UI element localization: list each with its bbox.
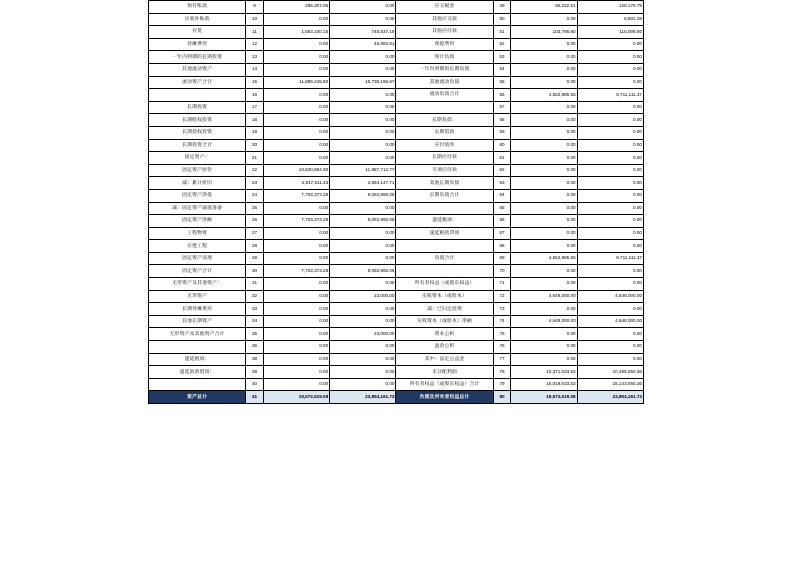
asset-label-cell[interactable]: 一年内到期的长期投资 (149, 51, 246, 64)
liability-end-amount-cell[interactable]: 6,501.28 (577, 13, 643, 26)
asset-label-cell[interactable] (149, 89, 246, 102)
asset-label-cell[interactable] (149, 378, 246, 391)
asset-label-cell[interactable]: 在建工程 (149, 240, 246, 253)
asset-line-no-cell[interactable]: 12 (246, 38, 264, 51)
asset-label-cell[interactable]: 固定资产： (149, 152, 246, 165)
liability-label-cell[interactable] (396, 265, 493, 278)
liability-line-no-cell[interactable]: 63 (493, 177, 511, 190)
liability-line-no-cell[interactable]: 77 (493, 353, 511, 366)
liability-end-amount-cell[interactable]: 0.00 (577, 278, 643, 291)
liability-label-cell[interactable]: 所有者权益（或股东权益）合计 (396, 378, 493, 391)
asset-line-no-cell[interactable]: 39 (246, 366, 264, 379)
liability-line-no-cell[interactable]: 67 (493, 227, 511, 240)
asset-begin-amount-cell[interactable]: 0.00 (263, 303, 329, 316)
liability-line-no-cell[interactable]: 61 (493, 152, 511, 165)
liability-end-amount-cell[interactable]: 0.00 (577, 164, 643, 177)
asset-end-amount-cell[interactable]: 0.00 (330, 341, 396, 354)
liability-end-amount-cell[interactable]: 0.00 (577, 227, 643, 240)
asset-begin-amount-cell[interactable]: 0.00 (263, 139, 329, 152)
asset-line-no-cell[interactable]: 24 (246, 189, 264, 202)
balance-sheet-container (148, 0, 644, 404)
asset-end-amount-cell[interactable]: 0.00 (330, 378, 396, 391)
liability-label-cell[interactable]: 递延税款贷项 (396, 227, 493, 240)
table-row (149, 177, 644, 190)
asset-label-cell[interactable]: 固定资产净额 (149, 215, 246, 228)
liability-end-amount-cell[interactable]: 0.00 (577, 177, 643, 190)
asset-begin-amount-cell[interactable]: 0.00 (263, 38, 329, 51)
asset-begin-amount-cell[interactable]: 0.00 (263, 227, 329, 240)
asset-label-cell[interactable]: 减：累计折旧 (149, 177, 246, 190)
liability-line-no-cell[interactable]: 51 (493, 26, 511, 39)
table-row (149, 290, 644, 303)
asset-end-amount-cell[interactable]: 0.00 (330, 278, 396, 291)
asset-label-cell[interactable]: 流动资产合计 (149, 76, 246, 89)
liability-line-no-cell[interactable]: 64 (493, 189, 511, 202)
asset-line-no-cell[interactable]: 23 (246, 177, 264, 190)
liability-line-no-cell[interactable]: 72 (493, 290, 511, 303)
liability-total-begin-amount-cell[interactable]: 19,572,619.08 (511, 391, 577, 404)
liability-end-amount-cell[interactable]: 0.00 (577, 303, 643, 316)
asset-end-amount-cell[interactable]: 0.00 (330, 13, 396, 26)
liability-end-amount-cell[interactable]: 116,008.80 (577, 26, 643, 39)
asset-end-amount-cell[interactable]: 740,837.19 (330, 26, 396, 39)
asset-label-cell[interactable]: 工程物资 (149, 227, 246, 240)
liability-begin-amount-cell[interactable]: 103,786.80 (511, 26, 577, 39)
asset-begin-amount-cell[interactable]: 0.00 (263, 252, 329, 265)
asset-label-cell[interactable]: 长期股权投资 (149, 114, 246, 127)
liability-line-no-cell[interactable]: 57 (493, 101, 511, 114)
liability-begin-amount-cell[interactable]: 4,648,000.00 (511, 315, 577, 328)
asset-end-amount-cell[interactable]: 23,000.00 (330, 290, 396, 303)
asset-line-no-cell[interactable]: 29 (246, 252, 264, 265)
asset-end-amount-cell[interactable]: 23,000.00 (330, 328, 396, 341)
asset-line-no-cell[interactable]: 20 (246, 139, 264, 152)
asset-line-no-cell[interactable]: 31 (246, 278, 264, 291)
asset-end-amount-cell[interactable]: 3,894,147.71 (330, 177, 396, 190)
liability-begin-amount-cell[interactable]: 4,648,000.00 (511, 290, 577, 303)
table-row (149, 189, 644, 202)
table-total-row (149, 391, 644, 404)
liability-line-no-cell[interactable]: 49 (493, 1, 511, 14)
balance-sheet-body (149, 1, 644, 404)
liability-begin-amount-cell[interactable]: 0.00 (511, 202, 577, 215)
asset-line-no-cell[interactable]: 26 (246, 215, 264, 228)
liability-line-no-cell[interactable]: 52 (493, 38, 511, 51)
asset-label-cell[interactable]: 固定资产净值 (149, 189, 246, 202)
asset-line-no-cell[interactable]: 14 (246, 63, 264, 76)
liability-begin-amount-cell[interactable]: 15,019,633.53 (511, 378, 577, 391)
asset-line-no-cell[interactable]: 21 (246, 152, 264, 165)
asset-line-no-cell[interactable]: 18 (246, 114, 264, 127)
table-row (149, 152, 644, 165)
asset-total-begin-amount-cell[interactable]: 19,572,619.08 (263, 391, 329, 404)
asset-begin-amount-cell[interactable]: 2,917,511.43 (263, 177, 329, 190)
liability-line-no-cell[interactable]: 74 (493, 315, 511, 328)
asset-line-no-cell[interactable]: 11 (246, 26, 264, 39)
liability-end-amount-cell[interactable]: 0.00 (577, 353, 643, 366)
liability-end-amount-cell[interactable]: 0.00 (577, 63, 643, 76)
liability-begin-amount-cell[interactable]: 0.00 (511, 328, 577, 341)
asset-begin-amount-cell[interactable]: 0.00 (263, 328, 329, 341)
asset-begin-amount-cell[interactable]: 7,703,373.28 (263, 265, 329, 278)
table-row (149, 89, 644, 102)
liability-line-no-cell[interactable]: 62 (493, 164, 511, 177)
asset-end-amount-cell[interactable]: 8,092,965.06 (330, 189, 396, 202)
table-row (149, 303, 644, 316)
liability-label-cell[interactable]: 长期负债： (396, 114, 493, 127)
asset-label-cell[interactable]: 无形资产及其他资产合计 (149, 328, 246, 341)
liability-begin-amount-cell[interactable]: 0.00 (511, 101, 577, 114)
asset-begin-amount-cell[interactable]: 0.00 (263, 101, 329, 114)
asset-end-amount-cell[interactable]: 0.00 (330, 227, 396, 240)
liability-begin-amount-cell[interactable]: 0.00 (511, 303, 577, 316)
liability-end-amount-cell[interactable]: 0.00 (577, 152, 643, 165)
liability-end-amount-cell[interactable]: 0.00 (577, 265, 643, 278)
liability-begin-amount-cell[interactable]: 0.00 (511, 240, 577, 253)
liability-label-cell[interactable]: 应交税金 (396, 1, 493, 14)
asset-end-amount-cell[interactable]: 0.00 (330, 114, 396, 127)
table-row (149, 315, 644, 328)
asset-end-amount-cell[interactable]: 11,987,712.77 (330, 164, 396, 177)
liability-label-cell[interactable] (396, 240, 493, 253)
liability-line-no-cell[interactable]: 70 (493, 265, 511, 278)
liability-end-amount-cell[interactable]: 0.00 (577, 328, 643, 341)
liability-end-amount-cell[interactable]: 0.00 (577, 240, 643, 253)
liability-line-no-cell[interactable]: 75 (493, 328, 511, 341)
asset-line-no-cell[interactable]: 35 (246, 328, 264, 341)
liability-end-amount-cell[interactable]: 0.00 (577, 126, 643, 139)
asset-label-cell[interactable]: 固定资产原价 (149, 164, 246, 177)
asset-line-no-cell[interactable]: 38 (246, 353, 264, 366)
asset-line-no-cell[interactable]: 30 (246, 265, 264, 278)
liability-end-amount-cell[interactable]: 0.00 (577, 139, 643, 152)
table-row (149, 366, 644, 379)
liability-end-amount-cell[interactable]: 128,175.79 (577, 1, 643, 14)
liability-end-amount-cell[interactable]: 15,143,050.36 (577, 378, 643, 391)
liability-line-no-cell[interactable]: 78 (493, 366, 511, 379)
liability-label-cell[interactable]: 减：已归还投资 (396, 303, 493, 316)
asset-label-cell[interactable]: 预付账款 (149, 1, 246, 14)
asset-line-no-cell[interactable]: 34 (246, 315, 264, 328)
asset-end-amount-cell[interactable]: 0.00 (330, 366, 396, 379)
liability-line-no-cell[interactable]: 79 (493, 378, 511, 391)
asset-label-cell[interactable]: 无形资产 (149, 290, 246, 303)
liability-begin-amount-cell[interactable]: 4,552,985.55 (511, 89, 577, 102)
asset-end-amount-cell[interactable]: 45,963.91 (330, 38, 396, 51)
asset-label-cell[interactable]: 应收补贴款 (149, 13, 246, 26)
table-row (149, 38, 644, 51)
liability-line-no-cell[interactable]: 68 (493, 240, 511, 253)
asset-label-cell[interactable]: 递延款款借项： (149, 366, 246, 379)
liability-label-cell[interactable]: 实收资本（或股本）净额 (396, 315, 493, 328)
table-row (149, 139, 644, 152)
table-row (149, 265, 644, 278)
asset-end-amount-cell[interactable]: 0.00 (330, 101, 396, 114)
asset-end-amount-cell[interactable]: 0.00 (330, 126, 396, 139)
asset-line-no-cell[interactable]: 15 (246, 76, 264, 89)
table-row (149, 240, 644, 253)
asset-end-amount-cell[interactable]: 0.00 (330, 315, 396, 328)
liability-end-amount-cell[interactable]: 0.00 (577, 341, 643, 354)
liability-line-no-cell[interactable]: 76 (493, 341, 511, 354)
liability-end-amount-cell[interactable]: 0.00 (577, 114, 643, 127)
table-row (149, 1, 644, 14)
liability-begin-amount-cell[interactable]: 4,552,985.55 (511, 252, 577, 265)
table-row (149, 63, 644, 76)
asset-begin-amount-cell[interactable]: 0.00 (263, 13, 329, 26)
liability-end-amount-cell[interactable]: 0.00 (577, 51, 643, 64)
asset-end-amount-cell[interactable]: 0.00 (330, 139, 396, 152)
liability-label-cell[interactable]: 其他长期负债 (396, 177, 493, 190)
asset-line-no-cell[interactable]: 9 (246, 1, 264, 14)
asset-end-amount-cell[interactable]: 0.00 (330, 303, 396, 316)
liability-line-no-cell[interactable]: 71 (493, 278, 511, 291)
table-row (149, 341, 644, 354)
liability-total-line-no-cell[interactable]: 80 (493, 391, 511, 404)
liability-begin-amount-cell[interactable]: 0.00 (511, 38, 577, 51)
asset-line-no-cell[interactable]: 10 (246, 13, 264, 26)
liability-label-cell[interactable]: 递延税项： (396, 215, 493, 228)
liability-begin-amount-cell[interactable]: 0.00 (511, 139, 577, 152)
asset-line-no-cell[interactable]: 32 (246, 290, 264, 303)
asset-begin-amount-cell[interactable]: 0.00 (263, 89, 329, 102)
table-row (149, 26, 644, 39)
liability-end-amount-cell[interactable]: 0.00 (577, 202, 643, 215)
liability-line-no-cell[interactable]: 65 (493, 202, 511, 215)
liability-end-amount-cell[interactable]: 10,495,050.36 (577, 366, 643, 379)
liability-label-cell[interactable]: 一年内到期的长期负债 (396, 63, 493, 76)
asset-end-amount-cell[interactable]: 0.00 (330, 252, 396, 265)
asset-end-amount-cell[interactable]: 0.00 (330, 89, 396, 102)
table-row (149, 328, 644, 341)
asset-line-no-cell[interactable]: 19 (246, 126, 264, 139)
asset-label-cell[interactable]: 固定资产合计 (149, 265, 246, 278)
asset-label-cell[interactable]: 长期待摊费用 (149, 303, 246, 316)
asset-total-line-no-cell[interactable]: 41 (246, 391, 264, 404)
asset-label-cell[interactable]: 递延税项： (149, 353, 246, 366)
asset-begin-amount-cell[interactable]: 0.00 (263, 51, 329, 64)
liability-label-cell[interactable]: 实收资本（或股本） (396, 290, 493, 303)
liability-end-amount-cell[interactable]: 4,648,000.00 (577, 315, 643, 328)
liability-end-amount-cell[interactable]: 0.00 (577, 38, 643, 51)
asset-label-cell[interactable]: 存货 (149, 26, 246, 39)
asset-end-amount-cell[interactable]: 0.00 (330, 353, 396, 366)
liability-end-amount-cell[interactable]: 0.00 (577, 189, 643, 202)
asset-begin-amount-cell[interactable]: 0.00 (263, 353, 329, 366)
liability-line-no-cell[interactable]: 53 (493, 51, 511, 64)
asset-label-cell[interactable] (149, 341, 246, 354)
liability-line-no-cell[interactable]: 73 (493, 303, 511, 316)
table-row (149, 378, 644, 391)
liability-begin-amount-cell[interactable]: 0.00 (511, 227, 577, 240)
asset-label-cell[interactable]: 长期债权投资 (149, 126, 246, 139)
liability-label-cell[interactable] (396, 101, 493, 114)
asset-label-cell[interactable]: 长期投资 (149, 101, 246, 114)
balance-sheet-table (148, 0, 644, 404)
liability-label-cell[interactable]: 其他应付款 (396, 26, 493, 39)
liability-line-no-cell[interactable]: 54 (493, 63, 511, 76)
asset-line-no-cell[interactable]: 33 (246, 303, 264, 316)
liability-label-cell[interactable]: 盈余公积 (396, 341, 493, 354)
asset-label-cell[interactable]: 其他流动资产 (149, 63, 246, 76)
liability-end-amount-cell[interactable]: 8,711,111.37 (577, 252, 643, 265)
table-row (149, 101, 644, 114)
asset-begin-amount-cell[interactable]: 0.00 (263, 240, 329, 253)
table-row (149, 76, 644, 89)
liability-line-no-cell[interactable]: 60 (493, 139, 511, 152)
table-row (149, 114, 644, 127)
asset-total-end-amount-cell[interactable]: 23,854,161.73 (330, 391, 396, 404)
liability-begin-amount-cell[interactable]: 0.00 (511, 126, 577, 139)
asset-line-no-cell[interactable]: 17 (246, 101, 264, 114)
asset-begin-amount-cell[interactable]: 0.00 (263, 315, 329, 328)
liability-begin-amount-cell[interactable]: 0.00 (511, 353, 577, 366)
liability-label-cell[interactable]: 其他流动负债 (396, 76, 493, 89)
liability-begin-amount-cell[interactable]: 10,371,633.53 (511, 366, 577, 379)
liability-label-cell[interactable]: 预提费用 (396, 38, 493, 51)
asset-label-cell[interactable]: 无形资产及其他资产： (149, 278, 246, 291)
asset-end-amount-cell[interactable]: 8,092,965.06 (330, 265, 396, 278)
asset-begin-amount-cell[interactable]: 0.00 (263, 378, 329, 391)
liability-begin-amount-cell[interactable]: 0.00 (511, 164, 577, 177)
liability-label-cell[interactable]: 长期应付款 (396, 152, 493, 165)
table-row (149, 13, 644, 26)
liability-line-no-cell[interactable]: 66 (493, 215, 511, 228)
liability-begin-amount-cell[interactable]: 0.00 (511, 51, 577, 64)
asset-end-amount-cell[interactable]: 15,738,196.67 (330, 76, 396, 89)
asset-line-no-cell[interactable]: 25 (246, 202, 264, 215)
asset-begin-amount-cell[interactable]: 255,307.06 (263, 1, 329, 14)
table-row (149, 278, 644, 291)
liability-label-cell[interactable]: 长期借款 (396, 126, 493, 139)
liability-begin-amount-cell[interactable]: 0.00 (511, 76, 577, 89)
asset-label-cell[interactable]: 其他长期资产 (149, 315, 246, 328)
table-row (149, 215, 644, 228)
liability-begin-amount-cell[interactable]: 0.00 (511, 341, 577, 354)
table-row (149, 51, 644, 64)
liability-line-no-cell[interactable]: 56 (493, 89, 511, 102)
asset-begin-amount-cell[interactable]: 0.00 (263, 290, 329, 303)
liability-end-amount-cell[interactable]: 0.00 (577, 215, 643, 228)
asset-begin-amount-cell[interactable]: 0.00 (263, 152, 329, 165)
liability-line-no-cell[interactable]: 69 (493, 252, 511, 265)
liability-label-cell[interactable]: 其中：法定公益金 (396, 353, 493, 366)
asset-line-no-cell[interactable]: 28 (246, 240, 264, 253)
table-row (149, 126, 644, 139)
table-row (149, 252, 644, 265)
liability-end-amount-cell[interactable]: 4,648,000.00 (577, 290, 643, 303)
liability-end-amount-cell[interactable]: 0.00 (577, 101, 643, 114)
liability-line-no-cell[interactable]: 50 (493, 13, 511, 26)
asset-line-no-cell[interactable]: 13 (246, 51, 264, 64)
liability-begin-amount-cell[interactable]: 92,222.51 (511, 1, 577, 14)
asset-total-label-cell[interactable]: 资产总计 (149, 391, 246, 404)
asset-begin-amount-cell[interactable]: 1,553,100.16 (263, 26, 329, 39)
liability-label-cell[interactable]: 负债合计 (396, 252, 493, 265)
liability-label-cell[interactable]: 流动负债合计 (396, 89, 493, 102)
asset-end-amount-cell[interactable]: 0.00 (330, 240, 396, 253)
liability-begin-amount-cell[interactable]: 0.00 (511, 114, 577, 127)
liability-line-no-cell[interactable]: 59 (493, 126, 511, 139)
asset-end-amount-cell[interactable]: 8,092,965.06 (330, 215, 396, 228)
asset-line-no-cell[interactable]: 40 (246, 378, 264, 391)
liability-label-cell[interactable] (396, 202, 493, 215)
liability-total-end-amount-cell[interactable]: 23,854,161.73 (577, 391, 643, 404)
asset-end-amount-cell[interactable]: 0.00 (330, 152, 396, 165)
liability-end-amount-cell[interactable]: 0.00 (577, 76, 643, 89)
asset-begin-amount-cell[interactable]: 0.00 (263, 126, 329, 139)
liability-begin-amount-cell[interactable]: 0.00 (511, 278, 577, 291)
asset-end-amount-cell[interactable]: 0.00 (330, 202, 396, 215)
asset-begin-amount-cell[interactable]: 0.00 (263, 278, 329, 291)
liability-begin-amount-cell[interactable]: 0.00 (511, 152, 577, 165)
asset-begin-amount-cell[interactable]: 11,889,245.80 (263, 76, 329, 89)
asset-begin-amount-cell[interactable]: 0.00 (263, 63, 329, 76)
liability-begin-amount-cell[interactable]: 0.00 (511, 63, 577, 76)
liability-end-amount-cell[interactable]: 8,711,111.37 (577, 89, 643, 102)
asset-end-amount-cell[interactable]: 0.00 (330, 51, 396, 64)
asset-label-cell[interactable]: 待摊费用 (149, 38, 246, 51)
liability-label-cell[interactable]: 其他应交款 (396, 13, 493, 26)
liability-label-cell[interactable]: 所有者权益（或股东权益） (396, 278, 493, 291)
asset-label-cell[interactable]: 固定资产清理 (149, 252, 246, 265)
liability-label-cell[interactable]: 预计负债 (396, 51, 493, 64)
asset-begin-amount-cell[interactable]: 10,620,884.90 (263, 164, 329, 177)
asset-begin-amount-cell[interactable]: 7,703,373.28 (263, 215, 329, 228)
table-row (149, 353, 644, 366)
liability-total-label-cell[interactable]: 负债及所有者权益总计 (396, 391, 493, 404)
asset-begin-amount-cell[interactable]: 0.00 (263, 114, 329, 127)
asset-begin-amount-cell[interactable]: 0.00 (263, 366, 329, 379)
asset-line-no-cell[interactable]: 16 (246, 89, 264, 102)
liability-label-cell[interactable]: 长期负债合计 (396, 189, 493, 202)
asset-begin-amount-cell[interactable]: 0.00 (263, 202, 329, 215)
asset-begin-amount-cell[interactable]: 7,703,373.28 (263, 189, 329, 202)
asset-line-no-cell[interactable]: 36 (246, 341, 264, 354)
asset-end-amount-cell[interactable]: 0.00 (330, 63, 396, 76)
asset-end-amount-cell[interactable]: 0.00 (330, 1, 396, 14)
asset-line-no-cell[interactable]: 22 (246, 164, 264, 177)
asset-label-cell[interactable]: 减：固定资产减值准备 (149, 202, 246, 215)
liability-line-no-cell[interactable]: 58 (493, 114, 511, 127)
liability-begin-amount-cell[interactable]: 0.00 (511, 215, 577, 228)
asset-label-cell[interactable]: 长期投资合计 (149, 139, 246, 152)
asset-begin-amount-cell[interactable]: 0.00 (263, 341, 329, 354)
liability-begin-amount-cell[interactable]: 0.00 (511, 265, 577, 278)
liability-line-no-cell[interactable]: 55 (493, 76, 511, 89)
liability-begin-amount-cell[interactable]: 0.00 (511, 189, 577, 202)
table-row (149, 164, 644, 177)
asset-line-no-cell[interactable]: 27 (246, 227, 264, 240)
liability-label-cell[interactable]: 资本公积 (396, 328, 493, 341)
table-row (149, 202, 644, 215)
liability-label-cell[interactable]: 应付债券 (396, 139, 493, 152)
liability-begin-amount-cell[interactable]: 0.00 (511, 177, 577, 190)
liability-label-cell[interactable]: 专项应付款 (396, 164, 493, 177)
liability-label-cell[interactable]: 未分配利润 (396, 366, 493, 379)
liability-begin-amount-cell[interactable]: 0.00 (511, 13, 577, 26)
table-row (149, 227, 644, 240)
